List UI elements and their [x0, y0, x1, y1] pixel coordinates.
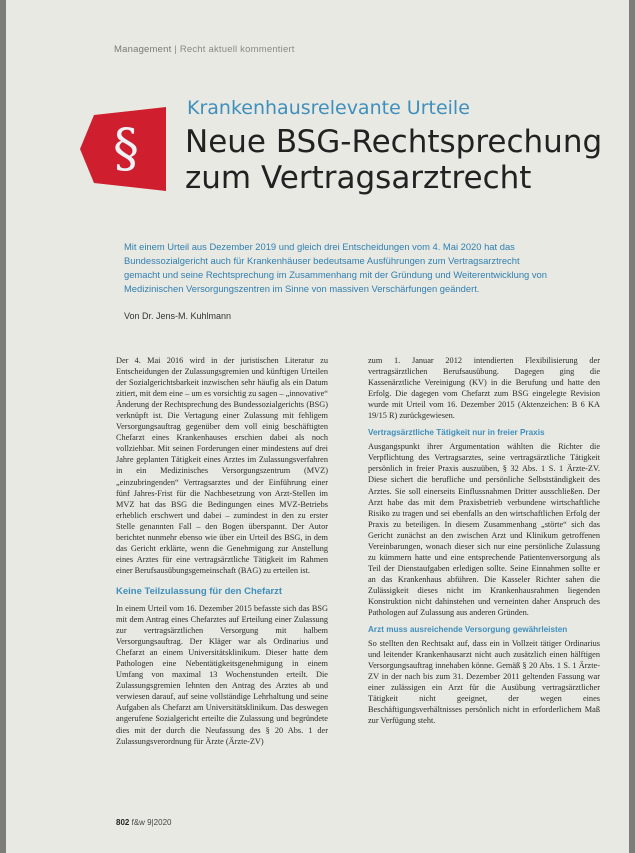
- page-footer: [116, 818, 171, 827]
- subheading-chefarzt: Keine Teilzulassung für den Chefarzt: [116, 585, 283, 597]
- magazine-page: [6, 0, 629, 853]
- section-header: [114, 44, 295, 55]
- section-name: Management: [114, 44, 172, 55]
- paragraph-badge: [80, 107, 166, 191]
- body-column-right: [368, 355, 600, 727]
- article-lead: Mit einem Urteil aus Dezember 2019 und gleich drei Entscheidungen vom 4. Mai 2020 hat das Bundessozialgericht auch für Krankenhäuser bedeutsame Ausführungen zum Vertragsarztrecht gemacht und seine Rechtsprechung im Zusammenhang mit der Gründung und Weiterentwicklung von Medizinischen Versorgungszentren im Sinne von massiven Verschärfungen geändert.: [124, 241, 547, 294]
- subsection-name: Recht aktuell kommentiert: [179, 44, 295, 55]
- subheading-freie-praxis: Vertragsärztliche Tätigkeit nur in freier Praxis: [368, 428, 545, 438]
- article-title: Neue BSG-Rechtsprechung zum Vertragsarztrecht: [185, 124, 603, 196]
- subheading-versorgung: Arzt muss ausreichende Versorgung gewährleisten: [368, 625, 568, 635]
- body-paragraph: So stellten den Rechtsakt auf, dass ein in Vollzeit tätiger Ordinarius und leitender Krankenhausarzt nicht auch zusätzlich einen hälftigen Versorgungsauftrag innehaben könne. Gemäß § 20 Abs. 1 S. 1 Ärzte-ZV in der nach bis zum 31. Dezember 2011 geltenden Fassung war einer zulässigen ein Arzt für die Ausübung vertragsärztlicher Tätigkeit nicht geeignet, der wegen eines Beschäftigungsverhältnisses persönlich nicht in erforderlichem Maß zur Verfügung steht.: [368, 639, 600, 726]
- journal-name: f&w 9|2020: [131, 818, 172, 827]
- body-paragraph: Der 4. Mai 2016 wird in der juristischen Literatur zu Entscheidungen der Zulassungsgremien und künftigen Urteilen der Sozialgerichtsbarkeit inzwischen sehr häufig als ein Datum zitiert, mit dem eine – um es vorsichtig zu sagen – „innovative“ Änderung der Rechtsprechung des Bundessozialgerichts (BSG) verknüpft ist. Die Vertagung einer Zulassung mit fehligem Versorgungsauftrag gegenüber dem voll einig beschäftigten Chefarzt eines Krankenhauses erschien dabei als noch vollziehbar. Mit seinen Forderungen einer mindestens auf drei Jahre geplanten Tätigkeit eines Arztes im Zulassungsverfahren in ein Medizinisches Versorgungszentrum (MVZ) „einzubringenden“ Vertragsarztes und der Einführung einer fünf Jahres-Frist für die Nachbesetzung von Arzt-Stellen im MVZ hat das BSG die Bedingungen eines MVZ-Betriebs erheblich erschwert und dabei – zumindest in den zu erster Stelle genannten Fall – den Bogen überspannt. Der Autor berichtet nunmehr ebenso wie über ein Urteil des BSG, in dem das Gericht erklärte, wenn die Genehmigung zur Anstellung eines Arztes für eine vertragsärztliche Tätigkeit im Rahmen einer Berufsausübungsgemeinschaft (BAG) zu erteilen ist.: [116, 356, 328, 575]
- section-divider: |: [174, 44, 177, 55]
- body-paragraph: zum 1. Januar 2012 intendierten Flexibilisierung der vertragsärztlichen Berufsausübung. Dagegen ging die Kassenärztliche Vereinigung (KV) in die Berufung und hatte den Erfolg. Die dagegen vom Chefarzt zum BSG eingelegte Revision wurde mit Urteil vom 16. Dezember 2015 (Aktenzeichen: B 6 KA 19/15 R) zurückgewiesen.: [368, 356, 600, 421]
- body-paragraph: In einem Urteil vom 16. Dezember 2015 befasste sich das BSG mit dem Antrag eines Chefarztes auf Erteilung einer Zulassung zur vertragsärztlichen Versorgung mit halbem Versorgungsauftrag. Der Kläger war als Ordinarius und Chefarzt an einem Universitätsklinikum. Dieser hatte dem Pathologen eine Nebentätigkeitsgenehmigung in einem Umfang von maximal 13 Wochenstunden erteilt. Die Zulassungsgremien lehnten den Antrag des Arztes ab und verwiesen darauf, auf seine vollständige Lehrhaltung und seine Aufgaben als Chefarzt am Universitätsklinikum. Das deswegen angerufene Sozialgericht erteilte die Zulassung und begründete dies mit der durch die Neufassung des § 20 Abs. 1 der Zulassungsverordnung für Ärzte (Ärzte-ZV): [116, 603, 328, 746]
- paragraph-symbol: §: [113, 119, 139, 179]
- page-number: 802: [116, 818, 130, 827]
- body-paragraph: Ausgangspunkt ihrer Argumentation wählten die Richter die Verpflichtung des Vertragsarztes, seine vertragsärztliche Tätigkeit persönlich in freier Praxis auszuüben, § 32 Abs. 1 S. 1 Ärzte-ZV. Diese sichert die berufliche und persönliche Selbstständigkeit des Arztes. Sie soll einerseits Einflussnahmen Dritter ausschließen. Der Arzt habe das mit dem Praxisbetrieb verbundene wirtschaftliche Risiko zu tragen und sei ebenfalls an den wirtschaftlichen Erfolg der Praxis zu beteiligen. In diesem Zusammenhang „störte“ sich das Gericht zunächst an den zwischen Arzt und Klinikum getroffenen Vereinbarungen, wonach dieser sich nur eine persönliche Zulassung zu kümmern hatte und eine entsprechende Patientenversorgung als Teil der Dienstaufgaben erledigen sollte. Seine Einnahmen sollte er an das Krankenhaus abführen. Die Kasseler Richter sahen die Zulässigkeit dieses nicht im Krankenhausrahmen liegenden Konstruktion nicht dahinstehen und verneinten daher Anspruch des Pathologen auf Zulassung aus anderen Gründen.: [368, 442, 600, 618]
- body-column-left: [116, 355, 328, 747]
- article-author: Von Dr. Jens-M. Kuhlmann: [124, 311, 232, 321]
- article-kicker: Krankenhausrelevante Urteile: [187, 97, 470, 119]
